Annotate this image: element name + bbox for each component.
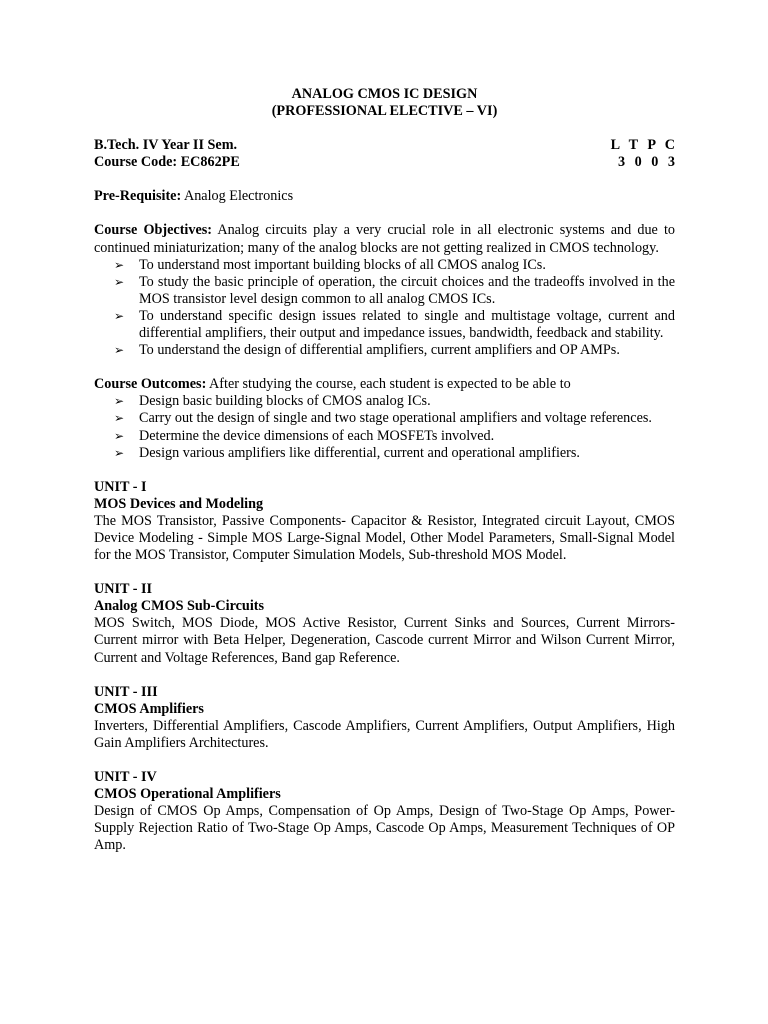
unit-body: Design of CMOS Op Amps, Compensation of Op Amps, Design of Two-Stage Op Amps, Power- Supply Rejection Ratio of Two-Stage Op Amps, Cascode Op Amps, Measurement Techniques of OP Amp. xyxy=(94,803,675,854)
objectives-intro xyxy=(94,222,675,256)
ltpc-label: L T P C xyxy=(610,137,678,154)
course-header-row-2 xyxy=(94,154,678,171)
list-item: ➢ To understand specific design issues related to single and multistage voltage, current and differential amplifiers, their output and impedance issues, bandwidth, feedback and stability. xyxy=(114,307,675,342)
unit-heading: UNIT - IV xyxy=(94,769,157,785)
unit-section xyxy=(94,581,675,666)
course-code: Course Code: EC862PE xyxy=(94,154,240,171)
unit-title: CMOS Amplifiers xyxy=(94,700,204,717)
unit-heading: UNIT - II xyxy=(94,581,153,598)
unit-section xyxy=(94,769,675,854)
unit-section xyxy=(94,684,675,752)
unit-title: MOS Devices and Modeling xyxy=(94,495,264,512)
prerequisite-text: Analog Electronics xyxy=(181,188,294,205)
arrow-bullet-icon: ➢ xyxy=(114,394,125,409)
list-item: ➢ To understand the design of differential amplifiers, current amplifiers and OP AMPs. xyxy=(114,342,620,359)
arrow-bullet-icon: ➢ xyxy=(114,428,125,443)
list-item: ➢ Carry out the design of single and two stage operational amplifiers and voltage references. xyxy=(114,410,652,427)
syllabus-page xyxy=(94,86,678,854)
arrow-bullet-icon: ➢ xyxy=(114,308,125,323)
unit-body: Inverters, Differential Amplifiers, Cascode Amplifiers, Current Amplifiers, Output Amplifiers, High Gain Amplifiers Architectures. xyxy=(94,717,675,751)
outcomes-intro xyxy=(94,376,675,393)
unit-body: MOS Switch, MOS Diode, MOS Active Resistor, Current Sinks and Sources, Current Mirrors-Current mirror with Beta Helper, Degeneration, Cascode current Mirror and Wilson Current Mirror, Current and Voltage References, Band gap Reference. xyxy=(94,615,675,666)
unit-title: CMOS Operational Amplifiers xyxy=(94,786,281,803)
prerequisite xyxy=(94,188,675,205)
list-item: ➢ To understand most important building blocks of all CMOS analog ICs. xyxy=(114,256,546,273)
semester-label: B.Tech. IV Year II Sem. xyxy=(94,137,238,154)
page-subtitle: (PROFESSIONAL ELECTIVE – VI) xyxy=(271,103,498,120)
page-title: ANALOG CMOS IC DESIGN xyxy=(291,86,478,102)
list-item: ➢ Determine the device dimensions of each MOSFETs involved. xyxy=(114,427,495,444)
list-item: ➢ Design various amplifiers like differential, current and operational amplifiers. xyxy=(114,444,580,461)
list-item: ➢ To study the basic principle of operation, the circuit choices and the tradeoffs involved in the MOS transistor level design common to all analog CMOS ICs. xyxy=(114,273,675,307)
arrow-bullet-icon: ➢ xyxy=(114,343,125,358)
unit-title: Analog CMOS Sub-Circuits xyxy=(94,598,265,615)
unit-body: The MOS Transistor, Passive Components- Capacitor & Resistor, Integrated circuit Layout, CMOS Device Modeling - Simple MOS Large-Signal Model, Other Model Parameters, Small-Signal Model for the MOS Transistor, Computer Simulation Models, Sub-threshold MOS Model. xyxy=(94,512,675,564)
unit-heading: UNIT - I xyxy=(94,478,147,495)
arrow-bullet-icon: ➢ xyxy=(114,445,125,460)
arrow-bullet-icon: ➢ xyxy=(114,411,125,426)
objectives-text: Analog circuits play a very crucial role in all electronic systems and due to continued miniaturization; many of the analog blocks are not getting realized in CMOS technology. xyxy=(94,222,675,256)
ltpc-values: 3 0 0 3 xyxy=(617,154,678,171)
arrow-bullet-icon: ➢ xyxy=(114,274,125,289)
course-header-row-1 xyxy=(94,137,678,154)
arrow-bullet-icon: ➢ xyxy=(114,257,125,272)
objectives-list xyxy=(94,257,675,360)
outcomes-text: After studying the course, each student is expected to be able to xyxy=(206,376,571,393)
unit-heading: UNIT - III xyxy=(94,683,158,700)
outcomes-list xyxy=(94,393,675,461)
outcomes-label: Course Outcomes: xyxy=(94,376,207,393)
objectives-label: Course Objectives: xyxy=(94,222,213,239)
list-item: ➢ Design basic building blocks of CMOS analog ICs. xyxy=(114,393,431,410)
prerequisite-label: Pre-Requisite: xyxy=(94,188,182,205)
unit-section xyxy=(94,479,675,564)
